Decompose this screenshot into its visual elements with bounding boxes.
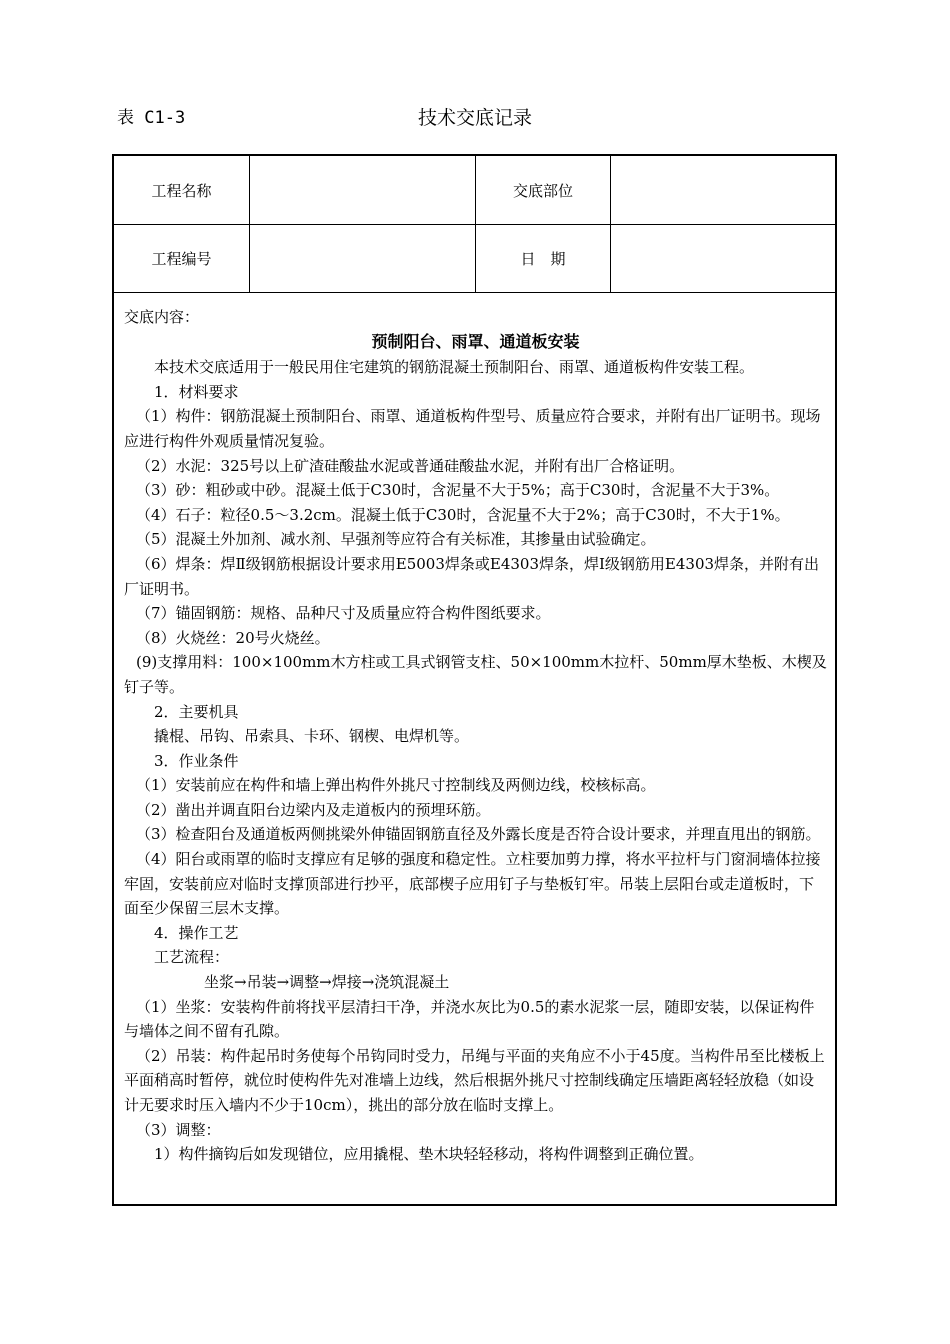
location-field[interactable] xyxy=(611,156,835,224)
paragraph: （4）石子：粒径0.5～3.2cm。混凝土低于C30时，含泥量不大于2%；高于C30时，不大于1%。 xyxy=(136,505,790,524)
paragraph: (9)支撑用料：100×100mm木方柱或工具式钢管支柱、50×100mm木拉杆、50mm厚木垫板、木楔及钉子等。 xyxy=(124,653,827,696)
paragraph: 本技术交底适用于一般民用住宅建筑的钢筋混凝土预制阳台、雨罩、通道板构件安装工程。 xyxy=(154,358,755,377)
paragraph: 2．主要机具 xyxy=(154,702,239,721)
project-no-label: 工程编号 xyxy=(151,249,212,268)
content-label: 交底内容： xyxy=(124,308,200,326)
paragraph: 4．操作工艺 xyxy=(154,923,239,942)
paragraph: 3．作业条件 xyxy=(154,751,239,770)
project-name-field[interactable] xyxy=(250,156,475,224)
project-no-field[interactable] xyxy=(250,224,475,292)
paragraph: （6）焊条：焊Ⅱ级钢筋根据设计要求用E5003焊条或E4303焊条，焊Ⅰ级钢筋用E4303焊条，并附有出厂证明书。 xyxy=(124,554,820,598)
date-field[interactable] xyxy=(611,224,835,292)
paragraph: （1）构件：钢筋混凝土预制阳台、雨罩、通道板构件型号、质量应符合要求，并附有出厂证明书。现场应进行构件外观质量情况复验。 xyxy=(124,407,821,450)
location-label: 交底部位 xyxy=(512,181,573,200)
paragraph: 1．材料要求 xyxy=(154,382,239,401)
briefing-content xyxy=(114,293,835,1167)
form-code: 表 C1-3 xyxy=(117,108,186,128)
paragraph: 撬棍、吊钩、吊索具、卡环、钢楔、电焊机等。 xyxy=(154,727,470,746)
paragraph: （5）混凝土外加剂、减水剂、早强剂等应符合有关标准，其掺量由试验确定。 xyxy=(136,530,656,549)
content-title: 预制阳台、雨罩、通道板安装 xyxy=(371,331,580,351)
paragraph: （4）阳台或雨罩的临时支撑应有足够的强度和稳定性。立柱要加剪力撑，将水平拉杆与门窗洞墙体拉接牢固，安装前应对临时支撑顶部进行抄平，底部楔子应用钉子与垫板钉牢。吊装上层阳台或走道板时，下面至少保留三层木支撑。 xyxy=(124,850,821,918)
paragraph: （3）检查阳台及通道板两侧挑梁外伸锚固钢筋直径及外露长度是否符合设计要求，并理直甩出的钢筋。 xyxy=(136,825,821,844)
paragraph: 工艺流程： xyxy=(154,948,230,967)
record-form xyxy=(112,154,837,1206)
paragraph: （2）水泥：325号以上矿渣硅酸盐水泥或普通硅酸盐水泥，并附有出厂合格证明。 xyxy=(136,456,685,475)
paragraph: （2）凿出并调直阳台边梁内及走道板内的预埋环筋。 xyxy=(136,800,491,819)
paragraph-list xyxy=(124,355,827,1167)
paragraph: （2）吊装：构件起吊时务使每个吊钩同时受力，吊绳与平面的夹角应不小于45度。当构件吊至比楼板上平面稍高时暂停，就位时使构件先对准墙上边线，然后根据外挑尺寸控制线确定压墙距离轻轻放稳（如设计无要求时压入墙内不少于10cm），挑出的部分放在临时支撑上。 xyxy=(124,1046,825,1114)
paragraph: （3）调整： xyxy=(136,1120,221,1139)
paragraph: （7）锚固钢筋：规格、品种尺寸及质量应符合构件图纸要求。 xyxy=(136,604,551,623)
paragraph: （3）砂：粗砂或中砂。混凝土低于C30时，含泥量不大于5%；高于C30时，含泥量不大于3%。 xyxy=(136,481,780,500)
date-label: 日 期 xyxy=(520,249,566,268)
paragraph: （1）安装前应在构件和墙上弹出构件外挑尺寸控制线及两侧边线，校核标高。 xyxy=(136,776,656,795)
project-name-label: 工程名称 xyxy=(151,181,212,200)
paragraph: 坐浆→吊装→调整→焊接→浇筑混凝土 xyxy=(204,973,450,992)
paragraph: 1）构件摘钩后如发现错位，应用撬棍、垫木块轻轻移动，将构件调整到正确位置。 xyxy=(154,1145,704,1164)
paragraph: （1）坐浆：安装构件前将找平层清扫干净，并浇水灰比为0.5的素水泥浆一层，随即安装，以保证构件与墙体之间不留有孔隙。 xyxy=(124,997,815,1041)
paragraph: （8）火烧丝：20号火烧丝。 xyxy=(136,628,330,647)
form-title: 技术交底记录 xyxy=(417,107,532,129)
